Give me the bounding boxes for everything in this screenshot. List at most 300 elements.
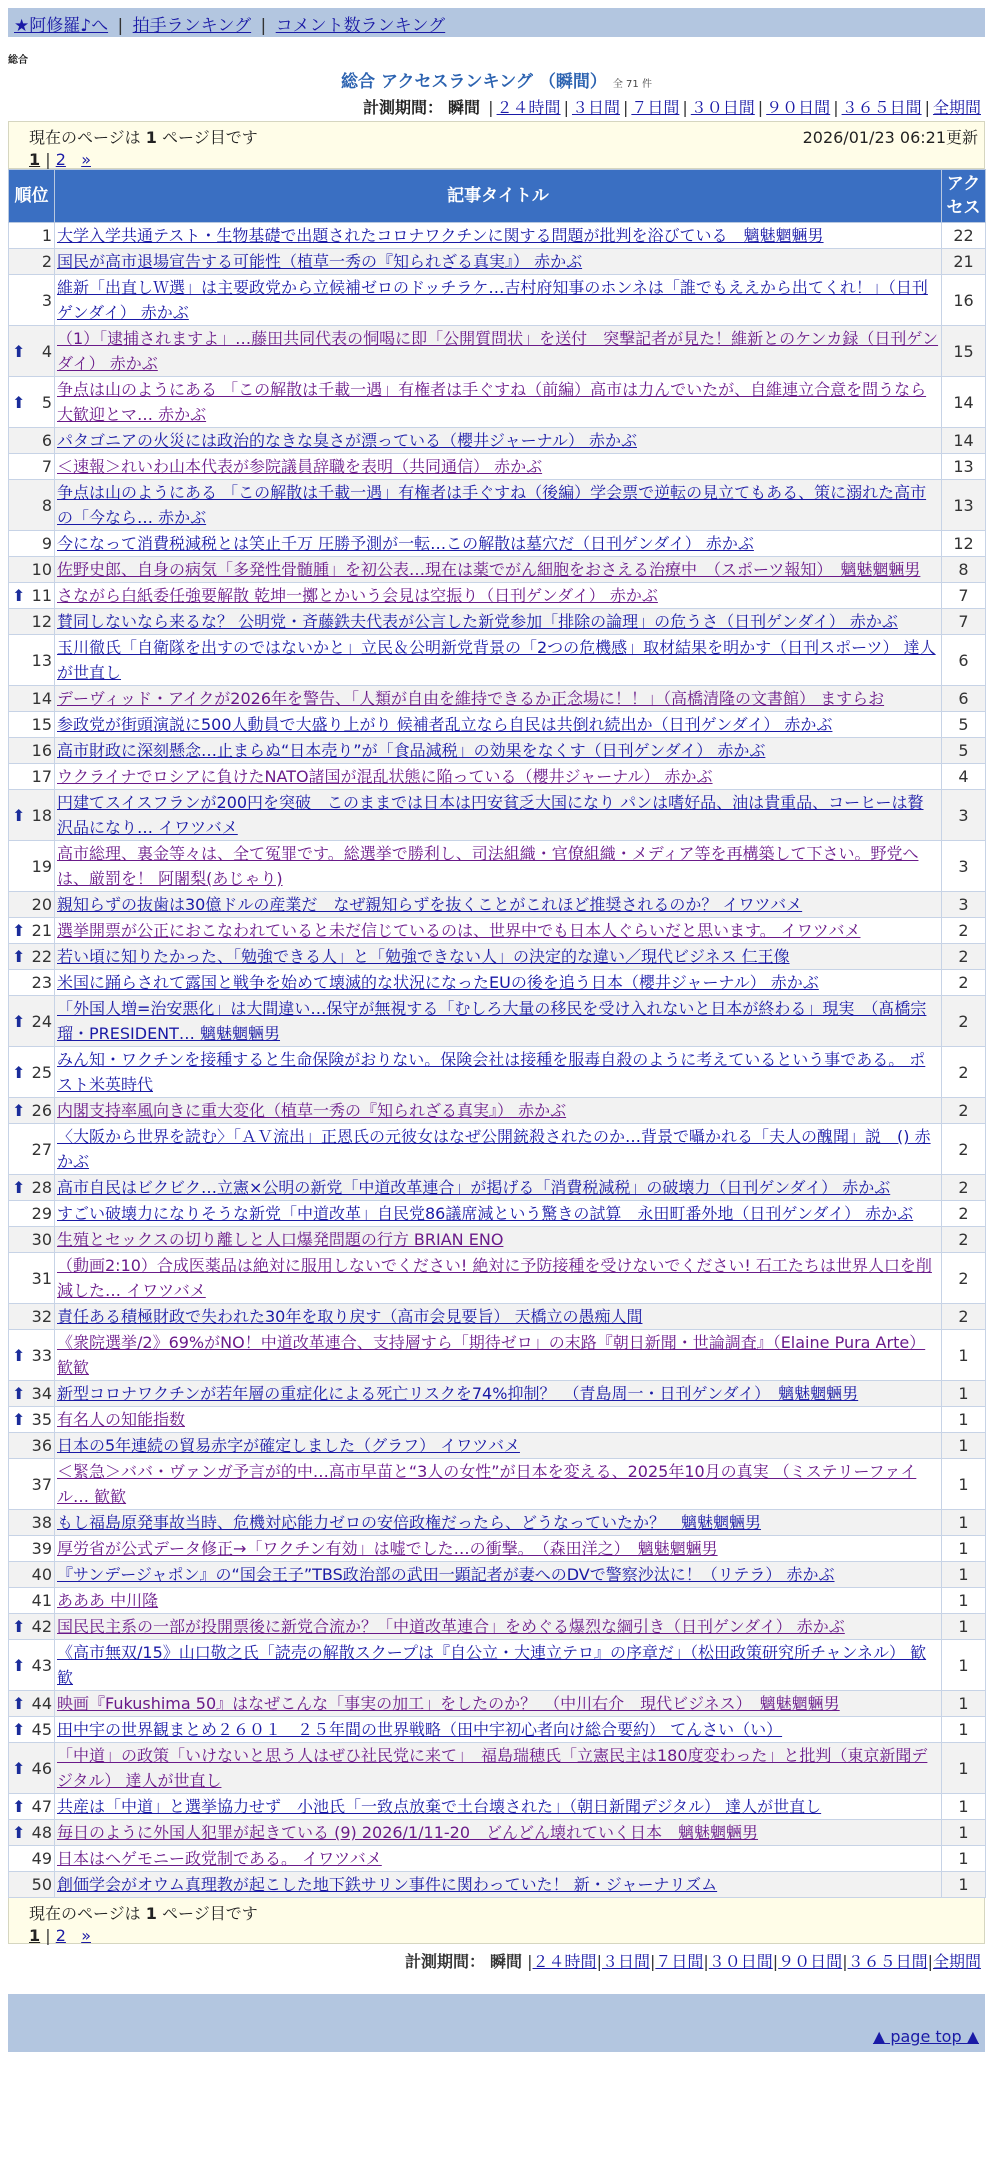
rank-number: 43: [31, 1655, 52, 1675]
access-count: 3: [942, 841, 986, 892]
access-count: 2: [942, 970, 986, 996]
article-title-link[interactable]: 内閣支持率風向きに重大変化（植草一秀の『知られざる真実』） 赤かぶ: [57, 1101, 567, 1120]
page-top-bar: [8, 2024, 985, 2052]
period-link[interactable]: ７日間: [655, 1952, 704, 1971]
rank-cell: [9, 531, 55, 557]
period-separator: |: [927, 1952, 933, 1971]
title-cell: [55, 1459, 942, 1510]
rank-number: 16: [31, 741, 52, 760]
rank-cell: [9, 1536, 55, 1562]
page-message-pre: 現在のページは: [29, 1904, 141, 1923]
rank-cell: [9, 970, 55, 996]
page-title: [0, 67, 993, 92]
article-title-link[interactable]: （動画2:10）合成医薬品は絶対に服用しないでください! 絶対に予防接種を受けないでください! 石工たちは世界人口を削減した… イワツバメ: [57, 1256, 932, 1300]
table-row: [9, 1820, 986, 1846]
pagination-space: [71, 1926, 76, 1945]
period-separator: |: [703, 1952, 709, 1971]
title-cell: [55, 557, 942, 583]
title-cell: [55, 326, 942, 377]
access-count: 1: [942, 1407, 986, 1433]
article-title-link[interactable]: ＜速報＞れいわ山本代表が参院議員辞職を表明（共同通信） 赤かぶ: [57, 457, 543, 476]
rank-number: 10: [31, 560, 52, 579]
table-row: [9, 1124, 986, 1175]
rank-number: 48: [31, 1823, 52, 1842]
rank-cell: [9, 1872, 55, 1898]
article-title-link[interactable]: 〈大阪から世界を読む〉「ＡＶ流出」正恩氏の元彼女はなぜ公開銃殺されたのか…背景で囁かれる「夫人の醜聞」説 () 赤かぶ: [57, 1127, 931, 1171]
access-count: 4: [942, 764, 986, 790]
title-cell: [55, 1588, 942, 1614]
period-separator: |: [649, 1952, 656, 1971]
title-cell: [55, 738, 942, 764]
page-message-num: 1: [145, 1904, 157, 1923]
period-link[interactable]: ３６５日間: [847, 1952, 928, 1971]
pagination-top: [29, 150, 976, 169]
rank-number: 37: [31, 1474, 52, 1494]
table-row: [9, 1536, 986, 1562]
footer-bar: [8, 1994, 985, 2024]
page-message-post: ページ目です: [162, 128, 258, 147]
rank-up-arrow-icon: ⬆: [12, 1011, 26, 1031]
rank-up-arrow-icon: ⬆: [12, 1410, 26, 1429]
access-count: 1: [942, 1433, 986, 1459]
access-count: 3: [942, 892, 986, 918]
access-count: 2: [942, 1304, 986, 1330]
table-row: [9, 1717, 986, 1743]
rank-number: 7: [41, 457, 52, 476]
title-cell: [55, 1098, 942, 1124]
article-title-link[interactable]: 「中道」の政策「いけないと思う人はぜひ社民党に来て」 福島瑞穂氏「立憲民主は180度変わった」と批判（東京新聞デジタル） 達人が世直し: [57, 1746, 928, 1790]
rank-cell: [9, 326, 55, 377]
access-count: 16: [942, 275, 986, 326]
table-row: [9, 1614, 986, 1640]
article-title-link[interactable]: すごい破壊力になりそうな新党「中道改革」自民党86議席減という驚きの試算 永田町番外地（日刊ゲンダイ） 赤かぶ: [57, 1204, 914, 1223]
rank-cell: [9, 480, 55, 531]
rank-up-arrow-icon: ⬆: [12, 1823, 26, 1842]
table-row: [9, 1846, 986, 1872]
period-current: 瞬間: [490, 1952, 523, 1971]
rank-number: 17: [31, 767, 52, 786]
period-selector-bottom: [0, 1949, 981, 1972]
article-title-link[interactable]: デーヴィッド・アイクが2026年を警告、「人類が自由を維持できるか正念場に！！」（高橋清隆の文書館） ますらお: [57, 689, 885, 708]
pagination-separator: |: [45, 150, 56, 169]
article-title-link[interactable]: 映画『Fukushima 50』はなぜこんな「事実の加工」をしたのか？ （中川右介 現代ビジネス） 魑魅魍魎男: [57, 1694, 840, 1713]
article-title-link[interactable]: 国民が高市退場宣告する可能性（植草一秀の『知られざる真実』） 赤かぶ: [57, 252, 583, 271]
table-row: [9, 557, 986, 583]
pagination-page-2[interactable]: 2: [55, 1926, 66, 1945]
table-row: [9, 1872, 986, 1898]
period-link[interactable]: ９０日間: [778, 1952, 843, 1971]
rank-cell: [9, 635, 55, 686]
title-cell: [55, 1794, 942, 1820]
rank-number: 18: [31, 805, 52, 825]
table-row: [9, 1304, 986, 1330]
table-row: [9, 531, 986, 557]
rank-cell: [9, 1253, 55, 1304]
title-cell: [55, 1124, 942, 1175]
article-title-link[interactable]: 「外国人増=治安悪化」は大間違い…保守が無視する「むしろ大量の移民を受け入れないと日本が終わる」現実 （髙橋宗瑠・PRESIDENT… 魑魅魍魎男: [57, 999, 927, 1043]
title-cell: [55, 1536, 942, 1562]
rank-up-arrow-icon: ⬆: [12, 341, 26, 361]
table-row: [9, 1433, 986, 1459]
article-title-link[interactable]: 争点は山のようにある 「この解散は千載一遇」有権者は手ぐすね（前編）高市は力んでいたが、自維連立合意を問うなら大歓迎とマ… 赤かぶ: [57, 380, 927, 424]
table-row: [9, 1253, 986, 1304]
title-cell: [55, 1330, 942, 1381]
clap-ranking-link[interactable]: 拍手ランキング: [132, 16, 252, 36]
rank-number: 21: [31, 921, 52, 940]
article-title-link[interactable]: 《高市無双/15》山口敬之氏「読売の解散スクープは『自公立・大連立テロ』の序章だ」（松田政策研究所チャンネル） 歓歓: [57, 1643, 927, 1687]
access-count: 1: [942, 1794, 986, 1820]
access-count: 1: [942, 1614, 986, 1640]
article-title-link[interactable]: 親知らずの抜歯は30億ドルの産業だ なぜ親知らずを抜くことがこれほど推奨されるのか？ イワツバメ: [57, 895, 803, 914]
article-title-link[interactable]: 厚労省が公式データ修正→「ワクチン有効」は嘘でした…の衝撃。 （森田洋之） 魑魅魍魎男: [57, 1539, 718, 1558]
rank-up-arrow-icon: ⬆: [12, 947, 26, 966]
title-cell: [55, 1227, 942, 1253]
article-title-link[interactable]: 共産は「中道」と選挙協力せず 小池氏「一致点放棄で土台壊された」（朝日新聞デジタル） 達人が世直し: [57, 1797, 822, 1816]
rank-cell: [9, 892, 55, 918]
period-link[interactable]: ３日間: [571, 98, 620, 117]
article-title-link[interactable]: 有名人の知能指数: [57, 1410, 186, 1429]
rank-number: 34: [31, 1384, 52, 1403]
access-count: 1: [942, 1717, 986, 1743]
pagination-next[interactable]: »: [81, 150, 91, 169]
rank-up-arrow-icon: ⬆: [12, 1720, 26, 1739]
article-title-link[interactable]: 『サンデージャポン』の“国会王子”TBS政治部の武田一顕記者が妻へのDVで警察沙汰に！（リテラ） 赤かぶ: [57, 1565, 835, 1584]
article-title-link[interactable]: 毎日のように外国人犯罪が起きている (9) 2026/1/11-20 どんどん壊れていく日本 魑魅魍魎男: [57, 1823, 759, 1842]
access-count: 2: [942, 1124, 986, 1175]
article-title-link[interactable]: （1）「逮捕されますよ」…藤田共同代表の恫喝に即「公開質問状」を送付 突撃記者が見た！維新とのケンカ録（日刊ゲンダイ） 赤かぶ: [57, 329, 939, 373]
rank-up-arrow-icon: ⬆: [12, 1101, 26, 1120]
rank-number: 3: [41, 290, 52, 310]
access-count: 1: [942, 1536, 986, 1562]
rank-cell: [9, 1124, 55, 1175]
table-row: [9, 326, 986, 377]
access-count: 7: [942, 583, 986, 609]
rank-up-arrow-icon: ⬆: [12, 1384, 26, 1403]
access-count: 12: [942, 531, 986, 557]
title-cell: [55, 531, 942, 557]
access-count: 2: [942, 1227, 986, 1253]
title-cell: [55, 1562, 942, 1588]
table-row: [9, 1794, 986, 1820]
article-title-link[interactable]: 参政党が街頭演説に500人動員で大盛り上がり 候補者乱立なら自民は共倒れ続出か（日刊ゲンダイ） 赤かぶ: [57, 715, 833, 734]
access-count: 21: [942, 249, 986, 275]
page-title-text: 総合 アクセスランキング （瞬間）: [341, 72, 607, 92]
title-cell: [55, 1510, 942, 1536]
article-title-link[interactable]: 責任ある積極財政で失われた30年を取り戻す（高市会見要旨） 天橋立の愚痴人間: [57, 1307, 643, 1326]
rank-cell: [9, 1098, 55, 1124]
article-title-link[interactable]: 維新「出直しＷ選」は主要政党から立候補ゼロのドッチラケ…吉村府知事のホンネは「誰でもええから出てくれ！」（日刊ゲンダイ） 赤かぶ: [57, 278, 928, 322]
rank-number: 41: [31, 1591, 52, 1610]
article-title-link[interactable]: 新型コロナワクチンが若年層の重症化による死亡リスクを74%抑制？ （青島周一・日刊ゲンダイ） 魑魅魍魎男: [57, 1384, 859, 1403]
access-count: 13: [942, 454, 986, 480]
period-link[interactable]: ２４時間: [532, 1952, 597, 1971]
period-link[interactable]: 全期間: [932, 98, 981, 117]
title-cell: [55, 686, 942, 712]
article-title-link[interactable]: 選挙開票が公正におこなわれていると未だ信じているのは、世界中でも日本人ぐらいだと思います。 イワツバメ: [57, 921, 861, 940]
pagination-next[interactable]: »: [81, 1926, 91, 1945]
pagination-space: [71, 150, 76, 169]
title-cell: [55, 1047, 942, 1098]
table-row: [9, 1691, 986, 1717]
header-access: アクセス: [942, 170, 986, 223]
period-link[interactable]: ９０日間: [766, 98, 831, 117]
article-title-link[interactable]: 大学入学共通テスト・生物基礎で出題されたコロナワクチンに関する問題が批判を浴びている 魑魅魍魎男: [57, 226, 824, 245]
page-message-num: 1: [145, 128, 157, 147]
table-row: [9, 1381, 986, 1407]
rank-cell: [9, 1640, 55, 1691]
access-count: 1: [942, 1743, 986, 1794]
article-title-link[interactable]: ウクライナでロシアに負けたNATO諸国が混乱状態に陥っている（櫻井ジャーナル） 赤かぶ: [57, 767, 713, 786]
rank-cell: [9, 1820, 55, 1846]
rank-number: 13: [31, 650, 52, 670]
period-link[interactable]: ３０日間: [708, 1952, 773, 1971]
rank-cell: [9, 1330, 55, 1381]
table-row: [9, 249, 986, 275]
period-separator: |: [488, 98, 494, 117]
period-link[interactable]: ３０日間: [690, 98, 755, 117]
page-top-link[interactable]: ▲ page top ▲: [872, 2027, 979, 2046]
title-cell: [55, 944, 942, 970]
rank-number: 50: [31, 1875, 52, 1894]
title-cell: [55, 454, 942, 480]
article-title-link[interactable]: みん知・ワクチンを接種すると生命保険がおりない。保険会社は接種を服毒自殺のように考えているという事である。 ポスト米英時代: [57, 1050, 926, 1094]
pagination-separator: |: [45, 1926, 56, 1945]
rank-number: 47: [31, 1797, 52, 1816]
title-cell: [55, 996, 942, 1047]
article-title-link[interactable]: 争点は山のようにある 「この解散は千載一遇」有権者は手ぐすね（後編）学会票で逆転の見立てもある、策に溺れた高市の「今なら… 赤かぶ: [57, 483, 927, 527]
access-count: 1: [942, 1588, 986, 1614]
rank-cell: [9, 1588, 55, 1614]
period-link[interactable]: ７日間: [631, 98, 680, 117]
page-info-top: [8, 121, 985, 169]
period-separator: |: [924, 98, 930, 117]
access-count: 1: [942, 1691, 986, 1717]
title-cell: [55, 1691, 942, 1717]
title-cell: [55, 583, 942, 609]
period-link[interactable]: 全期間: [932, 1952, 981, 1971]
pagination-page-2[interactable]: 2: [55, 150, 66, 169]
table-row: [9, 609, 986, 635]
rank-number: 49: [31, 1849, 52, 1868]
rank-cell: [9, 454, 55, 480]
rank-number: 39: [31, 1539, 52, 1558]
period-separator: |: [622, 98, 629, 117]
title-cell: [55, 918, 942, 944]
title-cell: [55, 223, 942, 249]
article-title-link[interactable]: 《衆院選挙/2》69%がNO！中道改革連合、支持層すら「期待ゼロ」の末路『朝日新聞・世論調査』（Elaine Pura Arte） 歓歓: [57, 1333, 926, 1377]
article-title-link[interactable]: 賛同しないなら来るな？ 公明党・斉藤鉄夫代表が公言した新党参加「排除の論理」の危うさ（日刊ゲンダイ） 赤かぶ: [57, 612, 898, 631]
rank-number: 11: [31, 586, 52, 605]
table-row: [9, 583, 986, 609]
table-row: [9, 790, 986, 841]
rank-number: 4: [41, 341, 52, 361]
access-count: 8: [942, 557, 986, 583]
table-row: [9, 944, 986, 970]
ranking-table: [8, 169, 986, 1898]
table-row: [9, 892, 986, 918]
rank-number: 19: [31, 856, 52, 876]
rank-up-arrow-icon: ⬆: [12, 586, 26, 605]
rank-cell: [9, 944, 55, 970]
period-separator: |: [833, 98, 839, 117]
article-title-link[interactable]: もし福島原発事故当時、危機対応能力ゼロの安倍政権だったら、どうなっていたか？ 魑魅魍魎男: [57, 1513, 762, 1532]
access-count: 1: [942, 1640, 986, 1691]
table-row: [9, 1562, 986, 1588]
title-cell: [55, 480, 942, 531]
rank-cell: [9, 1743, 55, 1794]
rank-cell: [9, 428, 55, 454]
article-title-link[interactable]: 今になって消費税減税とは笑止千万 圧勝予測が一転…この解散は墓穴だ（日刊ゲンダイ） 赤かぶ: [57, 534, 754, 553]
title-cell: [55, 764, 942, 790]
title-cell: [55, 841, 942, 892]
comment-ranking-link[interactable]: コメント数ランキング: [275, 16, 446, 36]
header-rank: 順位: [9, 170, 55, 223]
access-count: 14: [942, 377, 986, 428]
table-row: [9, 1459, 986, 1510]
home-link[interactable]: ★阿修羅♪へ: [14, 16, 109, 36]
rank-cell: [9, 1717, 55, 1743]
rank-cell: [9, 841, 55, 892]
title-cell: [55, 635, 942, 686]
title-cell: [55, 1872, 942, 1898]
article-title-link[interactable]: 日本はヘゲモニー政党制である。 イワツバメ: [57, 1849, 382, 1868]
article-title-link[interactable]: ＜緊急＞ババ・ヴァンガ予言が的中…高市早苗と“3人の女性”が日本を変える、2025年10月の真実 （ミステリーファイル… 歓歓: [57, 1462, 917, 1506]
rank-cell: [9, 712, 55, 738]
table-row: [9, 1743, 986, 1794]
article-title-link[interactable]: さながら白紙委任強要解散 乾坤一擲とかいう会見は空振り（日刊ゲンダイ） 赤かぶ: [57, 586, 658, 605]
rank-number: 42: [31, 1617, 52, 1636]
period-link[interactable]: ３６５日間: [841, 98, 922, 117]
rank-up-arrow-icon: ⬆: [12, 1345, 26, 1365]
rank-cell: [9, 1175, 55, 1201]
period-label: 計測期間：: [404, 1952, 485, 1971]
title-cell: [55, 1253, 942, 1304]
article-title-link[interactable]: 国民民主系の一部が投開票後に新党合流か？「中道改革連合」をめぐる爆烈な綱引き（日刊ゲンダイ） 赤かぶ: [57, 1617, 845, 1636]
article-title-link[interactable]: 高市財政に深刻懸念…止まらぬ“日本売り”が「食品減税」の効果をなくす（日刊ゲンダイ） 赤かぶ: [57, 741, 766, 760]
article-title-link[interactable]: 生殖とセックスの切り離しと人口爆発問題の行方 BRIAN ENO: [57, 1230, 504, 1249]
access-count: 1: [942, 1562, 986, 1588]
article-title-link[interactable]: 若い頃に知りたかった、「勉強できる人」と「勉強できない人」の決定的な違い／現代ビジネス 仁王像: [57, 947, 790, 966]
article-title-link[interactable]: 田中宇の世界観まとめ２６０１ ２５年間の世界戦略（田中宇初心者向け総合要約） てんさい（い）: [57, 1720, 783, 1739]
rank-cell: [9, 1459, 55, 1510]
rank-cell: [9, 1794, 55, 1820]
rank-number: 31: [31, 1268, 52, 1288]
table-row: [9, 686, 986, 712]
table-row: [9, 970, 986, 996]
table-header-row: [9, 170, 986, 223]
access-count: 3: [942, 790, 986, 841]
rank-cell: [9, 1614, 55, 1640]
total-count: 全 71 件: [612, 79, 652, 90]
table-row: [9, 1047, 986, 1098]
table-row: [9, 738, 986, 764]
table-row: [9, 377, 986, 428]
period-selector-top: [0, 95, 981, 118]
article-title-link[interactable]: 玉川徹氏「自衛隊を出すのではないかと」立民＆公明新党背景の「2つの危機感」取材結果を明かす（日刊スポーツ） 達人が世直し: [57, 638, 936, 682]
title-cell: [55, 1201, 942, 1227]
rank-number: 40: [31, 1565, 52, 1584]
title-cell: [55, 970, 942, 996]
table-row: [9, 764, 986, 790]
title-cell: [55, 249, 942, 275]
rank-cell: [9, 790, 55, 841]
title-cell: [55, 609, 942, 635]
rank-number: 20: [31, 895, 52, 914]
table-row: [9, 1201, 986, 1227]
article-title-link[interactable]: 米国に踊らされて露国と戦争を始めて壊滅的な状況になったEUの後を追う日本（櫻井ジャーナル） 赤かぶ: [57, 973, 819, 992]
period-separator: |: [682, 98, 688, 117]
period-separator: |: [772, 1952, 779, 1971]
rank-cell: [9, 1304, 55, 1330]
article-title-link[interactable]: 高市自民はビクビク…立憲×公明の新党「中道改革連合」が掲げる「消費税減税」の破壊力（日刊ゲンダイ） 赤かぶ: [57, 1178, 891, 1197]
rank-number: 24: [31, 1011, 52, 1031]
article-title-link[interactable]: 創価学会がオウム真理教が起こした地下鉄サリン事件に関わっていた！ 新・ジャーナリズム: [57, 1875, 718, 1894]
access-count: 7: [942, 609, 986, 635]
rank-cell: [9, 1407, 55, 1433]
rank-number: 9: [41, 534, 52, 553]
table-row: [9, 480, 986, 531]
period-link[interactable]: ３日間: [601, 1952, 650, 1971]
article-title-link[interactable]: 高市総理、裏金等々は、全て冤罪です。総選挙で勝利し、司法組織・官僚組織・メディア等を再構築して下さい。野党へは、厳罰を！ 阿闍梨(あじゃり): [57, 844, 919, 888]
rank-cell: [9, 764, 55, 790]
title-cell: [55, 892, 942, 918]
access-count: 5: [942, 738, 986, 764]
table-row: [9, 1330, 986, 1381]
rank-number: 36: [31, 1436, 52, 1455]
article-title-link[interactable]: 円建てスイスフランが200円を突破 このままでは日本は円安貧乏大国になり パンは嗜好品、油は貴重品、コーヒーは贅沢品になり… イワツバメ: [57, 793, 924, 837]
title-cell: [55, 1743, 942, 1794]
access-count: 2: [942, 996, 986, 1047]
access-count: 1: [942, 1820, 986, 1846]
title-cell: [55, 1381, 942, 1407]
period-label: 計測期間：: [362, 98, 443, 117]
rank-number: 38: [31, 1513, 52, 1532]
rank-up-arrow-icon: ⬆: [12, 1655, 26, 1675]
rank-number: 45: [31, 1720, 52, 1739]
access-count: 14: [942, 428, 986, 454]
category-label: 総合: [8, 55, 28, 66]
rank-cell: [9, 249, 55, 275]
rank-cell: [9, 1846, 55, 1872]
access-count: 2: [942, 1175, 986, 1201]
period-link[interactable]: ２４時間: [496, 98, 561, 117]
table-row: [9, 1175, 986, 1201]
page-message: [29, 1901, 976, 1924]
article-title-link[interactable]: 日本の5年連続の貿易赤字が確定しました（グラフ） イワツバメ: [57, 1436, 520, 1455]
title-cell: [55, 275, 942, 326]
article-title-link[interactable]: 佐野史郎、自身の病気「多発性骨髄腫」を初公表…現在は薬でがん細胞をおさえる治療中 （スポーツ報知） 魑魅魍魎男: [57, 560, 921, 579]
access-count: 1: [942, 1846, 986, 1872]
article-title-link[interactable]: あああ 中川隆: [57, 1591, 159, 1610]
table-row: [9, 841, 986, 892]
table-row: [9, 1407, 986, 1433]
rank-cell: [9, 583, 55, 609]
period-current: 瞬間: [448, 98, 481, 117]
article-title-link[interactable]: パタゴニアの火災には政治的なきな臭さが漂っている（櫻井ジャーナル） 赤かぶ: [57, 431, 637, 450]
period-separator: |: [596, 1952, 602, 1971]
access-count: 1: [942, 1459, 986, 1510]
access-count: 2: [942, 1047, 986, 1098]
rank-number: 25: [31, 1062, 52, 1082]
access-count: 15: [942, 326, 986, 377]
access-count: 22: [942, 223, 986, 249]
table-row: [9, 1227, 986, 1253]
rank-cell: [9, 1691, 55, 1717]
rank-up-arrow-icon: ⬆: [12, 1694, 26, 1713]
rank-number: 6: [41, 431, 52, 450]
access-count: 13: [942, 480, 986, 531]
rank-cell: [9, 557, 55, 583]
